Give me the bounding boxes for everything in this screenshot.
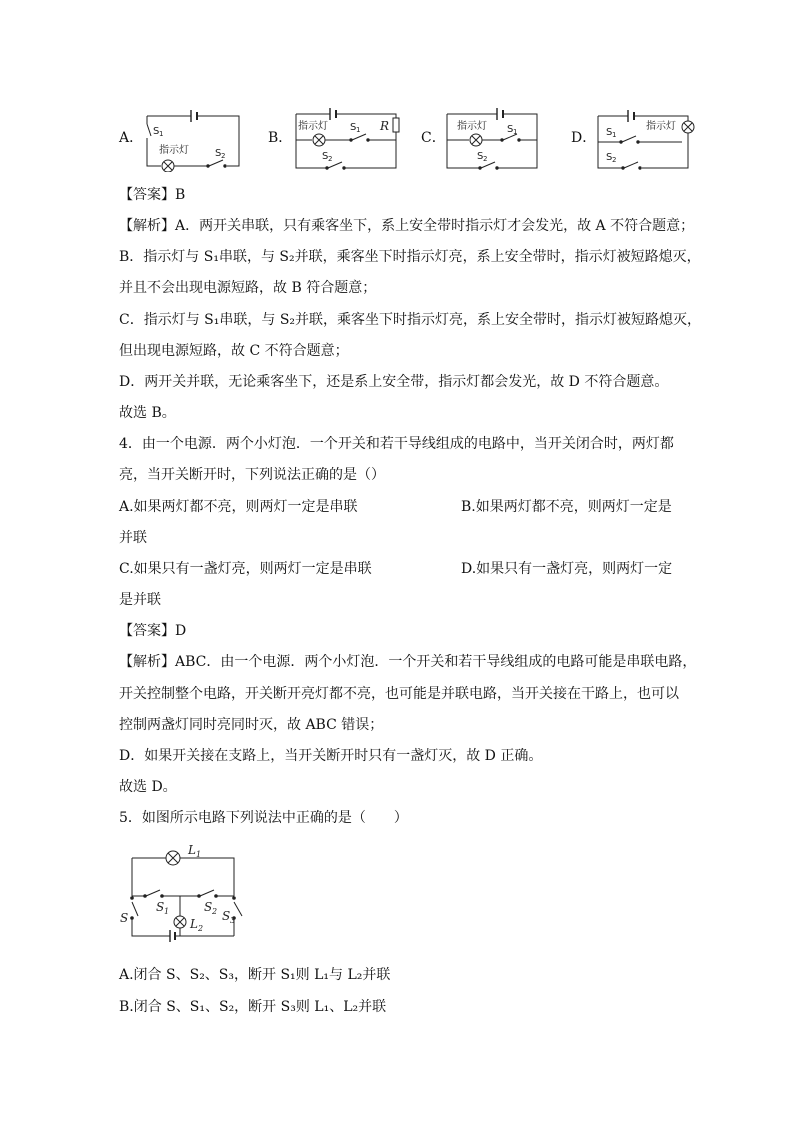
q4-option-c: C.如果只有一盏灯亮，则两灯一定是串联 (119, 561, 372, 577)
q5-stem: 5．如图所示电路下列说法中正确的是（ ） (119, 810, 408, 826)
label-indicator-lamp: 指示灯 (298, 121, 328, 132)
svg-text:1: 1 (513, 128, 518, 136)
label-s2: S (606, 152, 613, 163)
q3-analysis-line: C．指示灯与 S₁串联，与 S₂并联，乘客坐下时指示灯亮，系上安全带时，指示灯被短路熄灭， (119, 312, 702, 328)
svg-text:1: 1 (356, 126, 361, 134)
option-d-letter: D． (571, 130, 597, 146)
q4-answer: 【答案】D (119, 623, 187, 639)
svg-text:1: 1 (159, 130, 164, 138)
q4-option-d: D.如果只有一盏灯亮，则两灯一定 (461, 561, 673, 577)
label-l2: L (190, 917, 198, 931)
circuit-diagram-a (139, 100, 245, 172)
q3-analysis-line: 但出现电源短路，故 C 不符合题意； (119, 343, 349, 359)
q4-option-a: A.如果两灯都不亮，则两灯一定是串联 (119, 499, 358, 515)
svg-text:1: 1 (196, 850, 202, 859)
svg-text:2: 2 (212, 907, 218, 916)
q5-option-b: B.闭合 S、S₁、S₂，断开 S₃则 L₁、L₂并联 (119, 999, 387, 1015)
label-resistor: R (380, 119, 390, 133)
label-s2: S (477, 151, 484, 162)
svg-text:1: 1 (164, 907, 170, 916)
circuit-diagram-d (592, 100, 696, 172)
svg-text:2: 2 (483, 155, 488, 163)
option-c-letter: C． (421, 130, 446, 146)
q3-answer: 【答案】B (119, 187, 186, 203)
circuit-diagram-b (290, 102, 404, 172)
circuit-diagram-c (443, 102, 543, 172)
label-s1: S (153, 126, 160, 137)
label-s1: S (156, 900, 165, 914)
label-s2: S (322, 151, 329, 162)
label-s3: S (222, 909, 231, 923)
svg-text:2: 2 (612, 156, 617, 164)
label-indicator-lamp: 指示灯 (646, 121, 676, 132)
q3-analysis-line: 【解析】A．两开关串联，只有乘客坐下，系上安全带时指示灯才会发光，故 A 不符合题意； (119, 218, 695, 234)
q3-analysis-line: 并且不会出现电源短路，故 B 符合题意； (119, 280, 377, 296)
option-b-letter: B． (268, 130, 293, 146)
svg-text:3: 3 (230, 916, 236, 925)
q4-analysis-line: 故选 D。 (119, 779, 177, 795)
label-l1: L (188, 843, 196, 857)
label-indicator-lamp: 指示灯 (159, 145, 189, 156)
label-s1: S (507, 124, 514, 135)
q4-stem-line: 4．由一个电源．两个小灯泡．一个开关和若干导线组成的电路中，当开关闭合时，两灯都 (119, 436, 674, 452)
label-s: S (120, 911, 129, 925)
q4-option-b-continued: 并联 (119, 530, 147, 546)
label-s1: S (350, 122, 357, 133)
q3-analysis-line: B．指示灯与 S₁串联，与 S₂并联，乘客坐下时指示灯亮，系上安全带时，指示灯被短路熄灭， (119, 249, 701, 265)
svg-text:1: 1 (612, 131, 617, 139)
q3-analysis-line: 故选 B。 (119, 405, 176, 421)
label-s2: S (215, 148, 222, 159)
option-a-letter: A． (119, 130, 144, 146)
q4-option-d-continued: 是并联 (119, 592, 161, 608)
svg-text:2: 2 (198, 924, 204, 933)
label-s1: S (606, 127, 613, 138)
label-indicator-lamp: 指示灯 (457, 121, 487, 132)
q4-stem-line: 亮，当开关断开时，下列说法正确的是（） (119, 467, 385, 483)
q4-analysis-line: 【解析】ABC．由一个电源．两个小灯泡．一个开关和若干导线组成的电路可能是串联电路， (119, 654, 697, 670)
q4-analysis-line: 开关控制整个电路，开关断开亮灯都不亮，也可能是并联电路，当开关接在干路上，也可以 (119, 686, 679, 702)
q4-analysis-line: 控制两盏灯同时亮同时灭，故 ABC 错误； (119, 717, 384, 733)
q3-analysis-line: D．两开关并联，无论乘客坐下，还是系上安全带，指示灯都会发光，故 D 不符合题意。 (119, 374, 669, 390)
svg-text:2: 2 (328, 155, 333, 163)
q5-option-a: A.闭合 S、S₂、S₃，断开 S₁则 L₁与 L₂并联 (119, 967, 391, 983)
svg-text:2: 2 (221, 152, 226, 160)
label-s2: S (204, 900, 213, 914)
q4-analysis-line: D．如果开关接在支路上，当开关断开时只有一盏灯灭，故 D 正确。 (119, 748, 543, 764)
q5-circuit-diagram (118, 840, 252, 944)
q4-option-b: B.如果两灯都不亮，则两灯一定是 (461, 499, 672, 515)
